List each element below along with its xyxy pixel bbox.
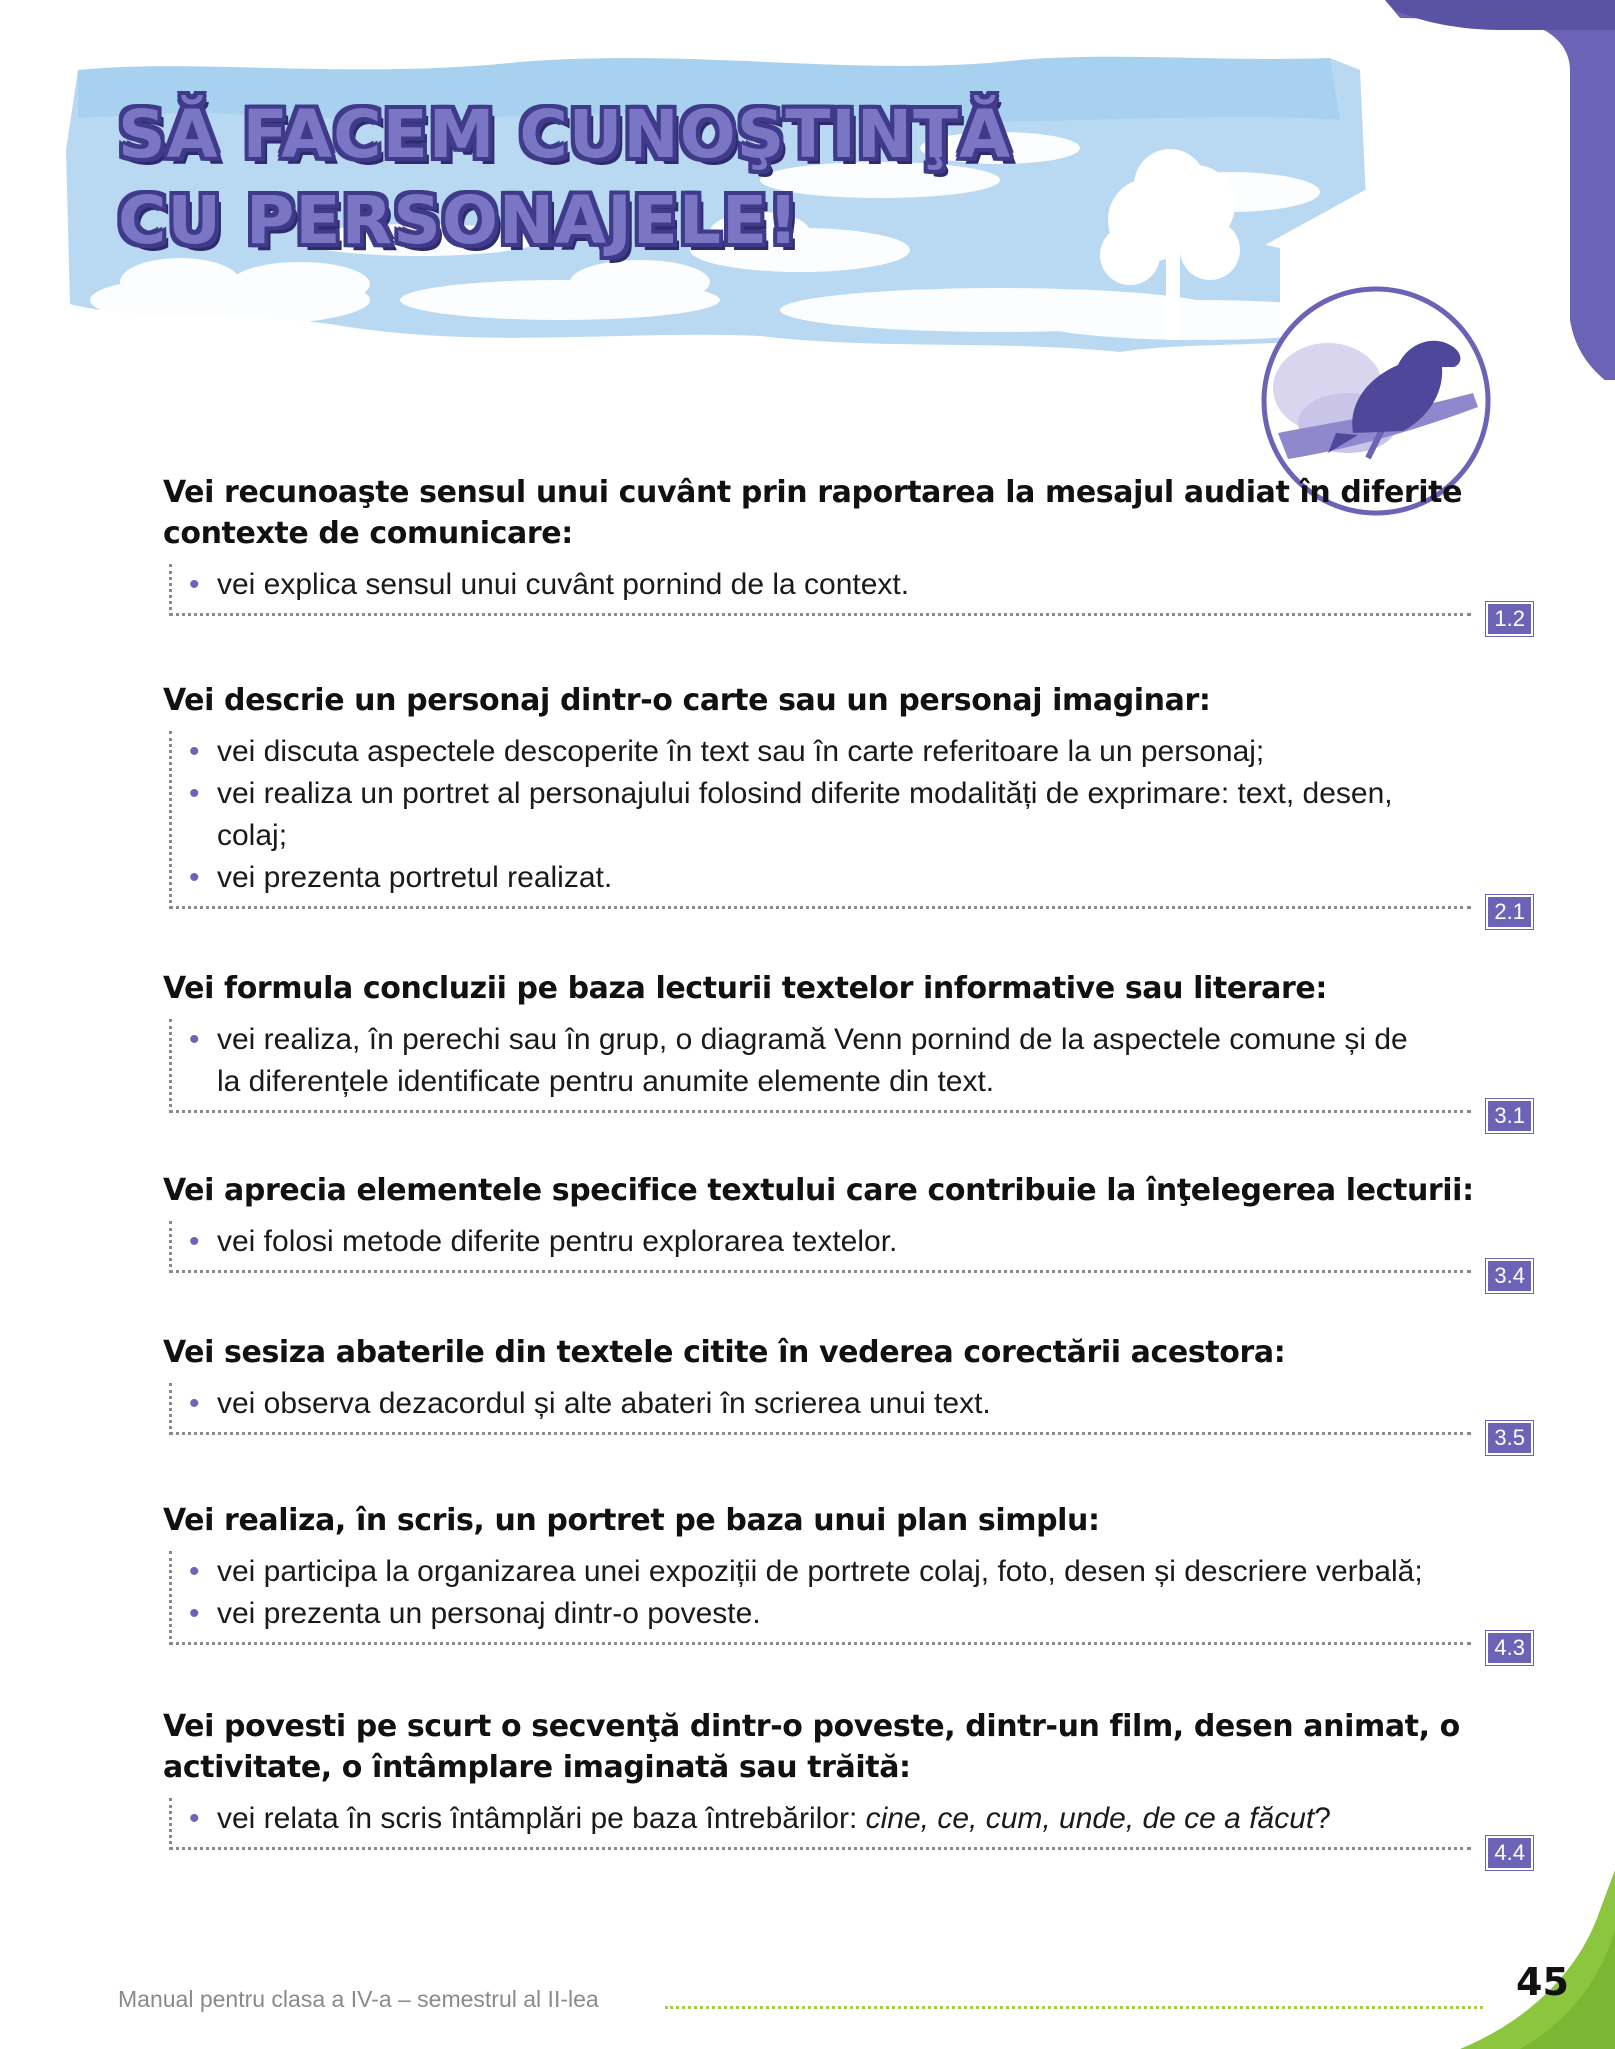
bullet-icon: • bbox=[189, 1555, 200, 1588]
objective-list bbox=[185, 731, 1433, 899]
objective-6 bbox=[163, 1500, 1533, 1660]
bullet-icon: • bbox=[189, 735, 200, 768]
competency-code-badge: 4.4 bbox=[1486, 1836, 1533, 1870]
list-item-text: vei explica sensul unui cuvânt pornind de la context. bbox=[217, 568, 910, 601]
list-item bbox=[185, 564, 1433, 606]
list-item-text: vei observa dezacordul și alte abateri în scrierea unui text. bbox=[217, 1387, 991, 1420]
competency-code-badge: 3.4 bbox=[1486, 1259, 1533, 1293]
list-item bbox=[185, 1798, 1433, 1840]
list-item-text: vei realiza, în perechi sau în grup, o diagramă Venn pornind de la aspectele comune și de la diferențele identificate pentru anumite elemente din text. bbox=[217, 1023, 1408, 1098]
list-item-text: vei realiza un portret al personajului folosind diferite modalități de exprimare: text, desen, colaj; bbox=[217, 777, 1393, 852]
page-title bbox=[118, 92, 1011, 264]
competency-code-badge: 4.3 bbox=[1486, 1631, 1533, 1665]
list-item bbox=[185, 773, 1433, 857]
bullet-icon: • bbox=[189, 568, 200, 601]
list-item-text: vei discuta aspectele descoperite în text sau în carte referitoare la un personaj; bbox=[217, 735, 1265, 768]
objective-list bbox=[185, 1383, 1433, 1425]
objective-heading: Vei formula concluzii pe baza lecturii textelor informative sau literare: bbox=[163, 971, 1327, 1006]
list-item-text: vei relata în scris întâmplări pe baza întrebărilor: bbox=[217, 1802, 858, 1835]
list-item bbox=[185, 1019, 1433, 1103]
bullet-icon: • bbox=[189, 1387, 200, 1420]
objective-heading: Vei sesiza abaterile din textele citite în vederea corectării acestora: bbox=[163, 1335, 1286, 1370]
list-item bbox=[185, 1221, 1433, 1263]
objective-3 bbox=[163, 968, 1533, 1128]
objective-7 bbox=[163, 1706, 1533, 1865]
objective-1 bbox=[163, 472, 1533, 631]
list-item-text: vei folosi metode diferite pentru explorarea textelor. bbox=[217, 1225, 898, 1258]
objective-heading: Vei realiza, în scris, un portret pe baza unui plan simplu: bbox=[163, 1503, 1100, 1538]
title-line-1: SĂ FACEM CUNOŞTINŢĂ bbox=[118, 96, 1012, 173]
objective-heading: Vei descrie un personaj dintr-o carte sau un personaj imaginar: bbox=[163, 683, 1211, 718]
bullet-icon: • bbox=[189, 1023, 200, 1056]
objective-box bbox=[163, 731, 1533, 924]
objective-list bbox=[185, 1798, 1433, 1840]
list-item-text: vei prezenta un personaj dintr-o poveste. bbox=[217, 1597, 761, 1630]
bullet-icon: • bbox=[189, 1225, 200, 1258]
competency-code-badge: 3.1 bbox=[1486, 1099, 1533, 1133]
competency-code-badge: 2.1 bbox=[1486, 895, 1533, 929]
footer-text: Manual pentru clasa a IV-a – semestrul al II-lea bbox=[118, 1986, 599, 2012]
footer-divider bbox=[665, 2006, 1483, 2009]
objective-heading: Vei povesti pe scurt o secvenţă dintr-o poveste, dintr-un film, desen animat, o activitate, o întâmplare imaginată sau trăită: bbox=[163, 1709, 1460, 1785]
objective-box bbox=[163, 1221, 1533, 1288]
objective-5 bbox=[163, 1332, 1533, 1450]
question-mark: ? bbox=[1314, 1802, 1331, 1835]
bullet-icon: • bbox=[189, 1597, 200, 1630]
objective-heading: Vei aprecia elementele specifice textului care contribuie la înţelegerea lecturii: bbox=[163, 1173, 1474, 1208]
list-item bbox=[185, 1551, 1433, 1593]
objective-4 bbox=[163, 1170, 1533, 1288]
page-number: 45 bbox=[1516, 1960, 1569, 2004]
objective-heading: Vei recunoaşte sensul unui cuvânt prin raportarea la mesajul audiat în diferite contexte de comunicare: bbox=[163, 475, 1463, 551]
bullet-icon: • bbox=[189, 1802, 200, 1835]
bullet-icon: • bbox=[189, 777, 200, 810]
title-line-2: CU PERSONAJELE! bbox=[118, 182, 800, 259]
objective-list bbox=[185, 1551, 1433, 1635]
question-words: cine, ce, cum, unde, de ce a făcut bbox=[865, 1802, 1315, 1835]
objective-2 bbox=[163, 680, 1533, 924]
objective-box bbox=[163, 1551, 1533, 1660]
list-item bbox=[185, 1383, 1433, 1425]
competency-code-badge: 1.2 bbox=[1486, 602, 1533, 636]
competency-code-badge: 3.5 bbox=[1486, 1421, 1533, 1455]
objective-list bbox=[185, 1019, 1433, 1103]
objective-list bbox=[185, 564, 1433, 606]
objective-list bbox=[185, 1221, 1433, 1263]
objective-box bbox=[163, 1019, 1533, 1128]
objective-box bbox=[163, 1383, 1533, 1450]
objective-box bbox=[163, 1798, 1533, 1865]
bullet-icon: • bbox=[189, 861, 200, 894]
list-item bbox=[185, 857, 1433, 899]
list-item bbox=[185, 1593, 1433, 1635]
list-item-text: vei participa la organizarea unei expoziții de portrete colaj, foto, desen și descriere verbală; bbox=[217, 1555, 1423, 1588]
list-item-text: vei prezenta portretul realizat. bbox=[217, 861, 613, 894]
objective-box bbox=[163, 564, 1533, 631]
list-item bbox=[185, 731, 1433, 773]
